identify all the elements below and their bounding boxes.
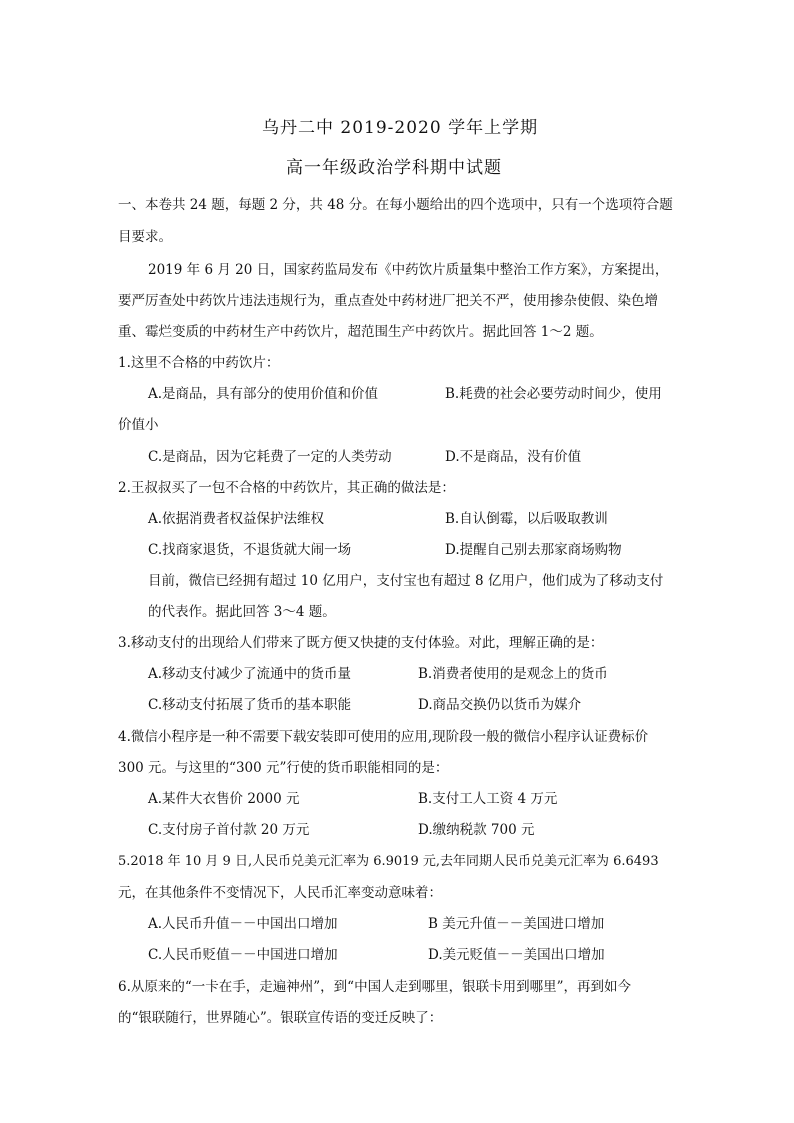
q5-option-c: C.人民币贬值－－中国进口增加 (148, 947, 338, 963)
material2-line-2: 的代表作。据此回答 3～4 题。 (148, 604, 336, 620)
q3-option-c: C.移动支付拓展了货币的基本职能 (148, 697, 352, 713)
page-title: 乌丹二中 2019-2020 学年上学期 (262, 118, 539, 138)
q4-option-d: D.缴纳税款 700 元 (418, 822, 535, 838)
material1-line-3: 重、霉烂变质的中药材生产中药饮片，超范围生产中药饮片。据此回答 1～2 题。 (118, 324, 603, 340)
q1-option-d: D.不是商品，没有价值 (445, 449, 582, 465)
q1-option-a: A.是商品，具有部分的使用价值和价值 (148, 386, 379, 402)
q5-stem-line-1: 5.2018 年 10 月 9 日,人民币兑美元汇率为 6.9019 元,去年同期人民币兑美元汇率为 6.6493 (118, 854, 659, 869)
q2-stem: 2.王叔叔买了一包不合格的中药饮片，其正确的做法是： (118, 480, 455, 496)
q2-option-a: A.依据消费者权益保护法维权 (148, 511, 325, 527)
q5-option-d: D.美元贬值－－美国出口增加 (428, 947, 605, 963)
q5-option-b: B 美元升值－－美国进口增加 (428, 916, 605, 932)
q2-option-d: D.提醒自己别去那家商场购物 (445, 542, 622, 558)
q1-option-b: B.耗费的社会必要劳动时间少，使用 (445, 386, 662, 402)
material1-line-2: 要严厉查处中药饮片违法违规行为，重点查处中药材进厂把关不严，使用掺杂使假、染色增 (118, 293, 658, 309)
material2-line-1: 目前，微信已经拥有超过 10 亿用户，支付宝也有超过 8 亿用户，他们成为了移动支付 (148, 573, 664, 589)
material1-line-1: 2019 年 6 月 20 日，国家药监局发布《中药饮片质量集中整治工作方案》，方案提出， (148, 262, 669, 278)
q1-option-b-continued: 价值小 (118, 417, 159, 433)
q3-option-a: A.移动支付减少了流通中的货币量 (148, 666, 352, 682)
q6-stem-line-2: 的“银联随行，世界随心”。银联宣传语的变迁反映了： (118, 1010, 443, 1026)
q3-option-b: B.消费者使用的是观念上的货币 (418, 666, 608, 682)
q2-option-c: C.找商家退货，不退货就大闹一场 (148, 542, 352, 558)
q4-stem-line-2: 300 元。与这里的“300 元”行使的货币职能相同的是： (118, 760, 449, 776)
q2-option-b: B.自认倒霉，以后吸取教训 (445, 511, 608, 527)
q1-option-c: C.是商品，因为它耗费了一定的人类劳动 (148, 449, 392, 465)
instructions-line-2: 目要求。 (118, 229, 172, 245)
instructions-line-1: 一、本卷共 24 题，每题 2 分，共 48 分。在每小题给出的四个选项中，只有一个选项符合题 (118, 197, 673, 213)
q3-stem: 3.移动支付的出现给人们带来了既方便又快捷的支付体验。对此，理解正确的是： (118, 635, 604, 651)
q5-stem-line-2: 元，在其他条件不变情况下，人民币汇率变动意味着： (118, 885, 442, 901)
q3-option-d: D.商品交换仍以货币为媒介 (418, 697, 582, 713)
q5-option-a: A.人民币升值－－中国出口增加 (148, 916, 338, 932)
page-subtitle: 高一年级政治学科期中试题 (286, 158, 502, 178)
q6-stem-line-1: 6.从原来的“一卡在手，走遍神州”，到“中国人走到哪里，银联卡用到哪里”，再到如今 (118, 979, 631, 995)
q4-option-c: C.支付房子首付款 20 万元 (148, 822, 310, 838)
q4-option-a: A.某件大衣售价 2000 元 (148, 791, 300, 807)
q1-stem: 1.这里不合格的中药饮片： (118, 355, 280, 371)
q4-stem-line-1: 4.微信小程序是一种不需要下载安装即可使用的应用,现阶段一般的微信小程序认证费标价 (118, 729, 649, 745)
q4-option-b: B.支付工人工资 4 万元 (418, 791, 558, 807)
